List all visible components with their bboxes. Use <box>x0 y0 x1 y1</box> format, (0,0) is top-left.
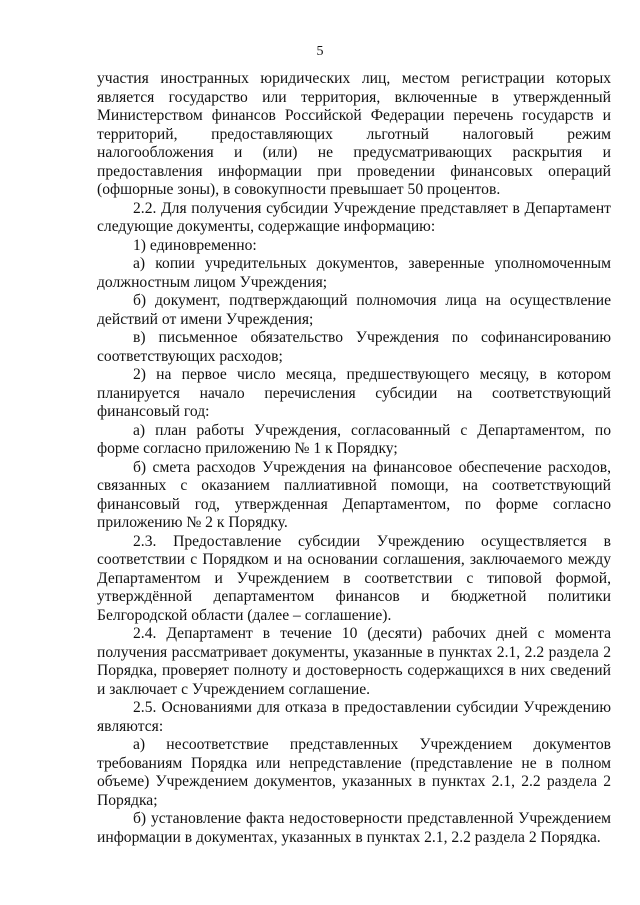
paragraph-refusal-b: б) установление факта недостоверности представленной Учреждением информации в документах, указанных в пунктах 2.1, 2.2 раздела 2 Порядка. <box>97 810 611 846</box>
paragraph-2-3: 2.3. Предоставление субсидии Учреждению осуществляется в соответствии с Порядком и на основании соглашения, заключаемого между Департаментом и Учреждением в соответствии с типовой формой, утверждённой департаментом финансов и бюджетной политики Белгородской области (далее – соглашение). <box>97 532 611 624</box>
paragraph-2-4: 2.4. Департамент в течение 10 (десяти) рабочих дней с момента получения рассматривает документы, указанные в пунктах 2.1, 2.2 раздела 2 Порядка, проверяет полноту и достоверность содержащихся в них сведений и заключает с Учреждением соглашение. <box>97 625 611 698</box>
paragraph-item-v: в) письменное обязательство Учреждения по софинансированию соответствующих расходов; <box>97 329 611 365</box>
paragraph-item-b: б) документ, подтверждающий полномочия лица на осуществление действий от имени Учреждения; <box>97 292 611 328</box>
paragraph-list-1: 1) единовременно: <box>133 236 257 254</box>
paragraph-item-a: а) копии учредительных документов, заверенные уполномоченным должностным лицом Учреждения; <box>97 255 611 291</box>
page-number: 5 <box>316 44 324 59</box>
paragraph-list-2: 2) на первое число месяца, предшествующего месяцу, в котором планируется начало перечисления субсидии на соответствующий финансовый год: <box>97 366 611 420</box>
document-body <box>97 70 611 847</box>
paragraph-refusal-a: а) несоответствие представленных Учреждением документов требованиям Порядка или непредставление (представление не в полном объеме) Учреждением документов, указанных в пунктах 2.1, 2.2 раздела 2 Порядка; <box>97 736 611 809</box>
paragraph-item-a-plan: а) план работы Учреждения, согласованный с Департаментом, по форме согласно приложению № 1 к Порядку; <box>97 421 611 457</box>
paragraph-item-b-smeta: б) смета расходов Учреждения на финансовое обеспечение расходов, связанных с оказанием паллиативной помощи, на соответствующий финансовый год, утвержденная Департаментом, по форме согласно приложению № 2 к Порядку. <box>97 458 611 531</box>
paragraph-continuation: участия иностранных юридических лиц, местом регистрации которых является государство или территория, включенные в утвержденный Министерством финансов Российской Федерации перечень государств и территорий, предоставляющих льготный налоговый режим налогообложения и (или) не предусматривающих раскрытия и предоставления информации при проведении финансовых операций (офшорные зоны), в совокупности превышает 50 процентов. <box>97 70 611 198</box>
paragraph-2-2: 2.2. Для получения субсидии Учреждение представляет в Департамент следующие документы, содержащие информацию: <box>97 199 611 235</box>
paragraph-2-5: 2.5. Основаниями для отказа в предоставлении субсидии Учреждению являются: <box>97 699 611 735</box>
